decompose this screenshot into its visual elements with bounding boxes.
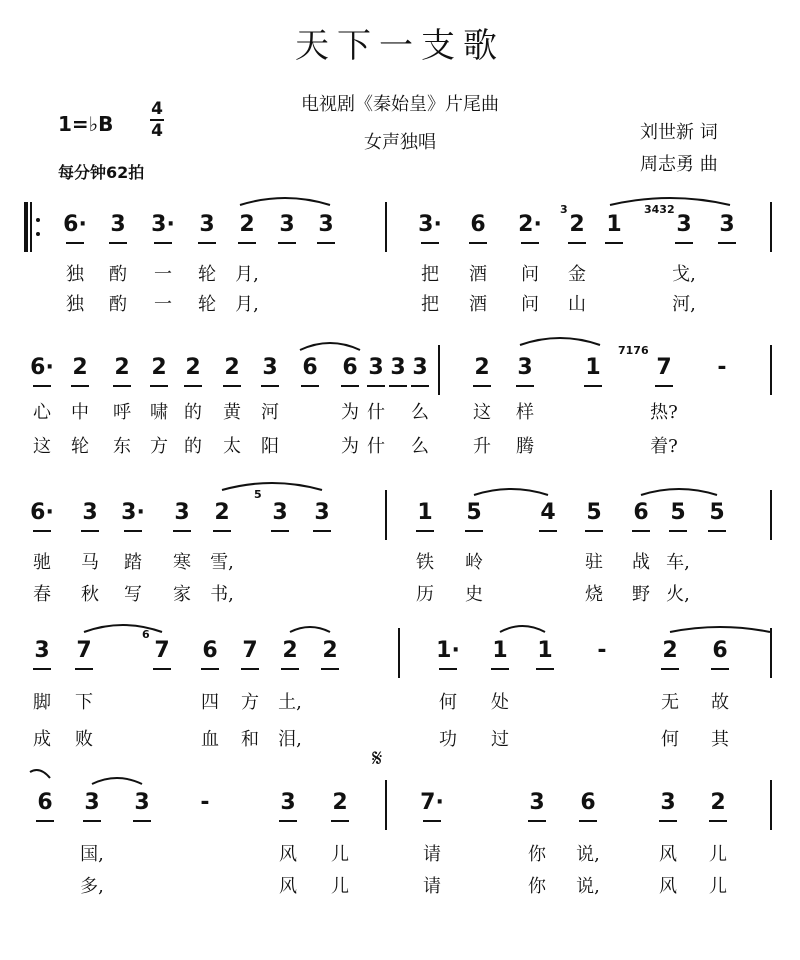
lyric-verse-1: 你 — [528, 844, 546, 865]
tempo-marking: 每分钟62拍 — [58, 163, 145, 182]
lyric-verse-1: 独 — [66, 264, 84, 285]
lyric-verse-2: 泪, — [278, 729, 302, 750]
lyric-verse-2: 轮 — [198, 294, 216, 315]
lyric-verse-2: 阳 — [261, 436, 279, 457]
lyric-verse-2: 秋 — [81, 584, 99, 605]
lyric-verse-1: 驰 — [33, 552, 51, 573]
lyric-verse-2: 请 — [423, 876, 441, 897]
jianpu-note: 1· — [436, 638, 460, 663]
lyric-verse-1: 儿 — [709, 844, 727, 865]
voice-type: 女声独唱 — [364, 132, 436, 153]
jianpu-note: 3 — [676, 212, 692, 237]
lyric-verse-2: 山 — [568, 294, 586, 315]
jianpu-note: 7 — [76, 638, 92, 663]
jianpu-note: 3 — [82, 500, 98, 525]
jianpu-note: 5 — [586, 500, 602, 525]
jianpu-note: 5 — [670, 500, 686, 525]
lyric-verse-1: 热? — [650, 402, 678, 423]
lyric-verse-2: 烧 — [585, 584, 603, 605]
lyric-verse-2: 火, — [666, 584, 690, 605]
jianpu-note: - — [597, 638, 607, 663]
grace-note: 3432 — [644, 203, 675, 216]
lyric-verse-2: 家 — [173, 584, 191, 605]
jianpu-note: 3· — [121, 500, 145, 525]
lyric-verse-2: 风 — [659, 876, 677, 897]
jianpu-note: 3 — [34, 638, 50, 663]
jianpu-note: 3· — [418, 212, 442, 237]
jianpu-note: 3 — [110, 212, 126, 237]
lyric-verse-2: 着? — [650, 436, 678, 457]
jianpu-note: 1 — [585, 355, 601, 380]
jianpu-note: 6 — [202, 638, 218, 663]
jianpu-note: 4 — [540, 500, 556, 525]
lyric-verse-1: 问 — [521, 264, 539, 285]
lyric-verse-1: 戈, — [672, 264, 696, 285]
jianpu-note: 3 — [279, 212, 295, 237]
lyric-verse-1: 轮 — [198, 264, 216, 285]
jianpu-note: 2 — [474, 355, 490, 380]
composer-credit: 周志勇 曲 — [640, 154, 718, 175]
lyric-verse-1: 什 — [367, 402, 385, 423]
jianpu-note: 6 — [342, 355, 358, 380]
jianpu-note: 6 — [633, 500, 649, 525]
lyric-verse-1: 马 — [81, 552, 99, 573]
slur — [520, 338, 600, 345]
jianpu-note: 2 — [239, 212, 255, 237]
slur — [30, 770, 50, 778]
slur — [474, 489, 548, 495]
slur — [222, 483, 322, 490]
lyric-verse-2: 春 — [33, 584, 51, 605]
lyric-verse-1: 么 — [411, 402, 429, 423]
jianpu-note: 2 — [72, 355, 88, 380]
jianpu-note: 7 — [154, 638, 170, 663]
lyric-verse-1: 风 — [659, 844, 677, 865]
lyric-verse-2: 风 — [279, 876, 297, 897]
lyric-verse-1: 河 — [261, 402, 279, 423]
jianpu-note: 6 — [37, 790, 53, 815]
segno-sign: 𝄋 — [372, 744, 383, 772]
lyric-verse-1: 铁 — [416, 552, 434, 573]
lyric-verse-1: 雪, — [210, 552, 234, 573]
lyric-verse-2: 和 — [241, 729, 259, 750]
lyric-verse-2: 酒 — [469, 294, 487, 315]
lyric-verse-2: 东 — [113, 436, 131, 457]
lyric-verse-1: 的 — [184, 402, 202, 423]
jianpu-note: 1 — [492, 638, 508, 663]
jianpu-note: 3 — [314, 500, 330, 525]
jianpu-note: 2 — [282, 638, 298, 663]
slur — [610, 198, 730, 205]
grace-note: 3 — [560, 203, 568, 216]
lyric-verse-2: 月, — [235, 294, 259, 315]
lyricist-credit: 刘世新 词 — [640, 122, 718, 143]
lyric-verse-1: 酌 — [109, 264, 127, 285]
lyric-verse-2: 儿 — [331, 876, 349, 897]
lyric-verse-2: 的 — [184, 436, 202, 457]
jianpu-note: 6· — [30, 355, 54, 380]
slur — [290, 627, 330, 632]
lyric-verse-2: 酌 — [109, 294, 127, 315]
song-subtitle: 电视剧《秦始皇》片尾曲 — [301, 94, 499, 115]
lyric-verse-1: 请 — [423, 844, 441, 865]
lyric-verse-2: 为 — [341, 436, 359, 457]
lyric-verse-2: 什 — [367, 436, 385, 457]
lyric-verse-1: 为 — [341, 402, 359, 423]
lyric-verse-1: 何 — [439, 692, 457, 713]
lyric-verse-1: 酒 — [469, 264, 487, 285]
lyric-verse-2: 一 — [154, 294, 172, 315]
lyric-verse-2: 独 — [66, 294, 84, 315]
jianpu-note: 5 — [709, 500, 725, 525]
jianpu-note: - — [200, 790, 210, 815]
lyric-verse-2: 成 — [33, 729, 51, 750]
jianpu-note: 2 — [662, 638, 678, 663]
lyric-verse-2: 说, — [576, 876, 600, 897]
lyric-verse-1: 四 — [201, 692, 219, 713]
lyric-verse-1: 寒 — [173, 552, 191, 573]
lyric-verse-1: 金 — [568, 264, 586, 285]
slur — [670, 627, 770, 632]
lyric-verse-1: 呼 — [113, 402, 131, 423]
lyric-verse-1: 中 — [71, 402, 89, 423]
lyric-verse-1: 风 — [279, 844, 297, 865]
lyric-verse-2: 多, — [80, 876, 104, 897]
lyric-verse-1: 战 — [632, 552, 650, 573]
grace-note: 7176 — [618, 344, 649, 357]
lyric-verse-2: 轮 — [71, 436, 89, 457]
jianpu-note: - — [717, 355, 727, 380]
lyric-verse-1: 说, — [576, 844, 600, 865]
lyric-verse-2: 升 — [473, 436, 491, 457]
lyric-verse-1: 国, — [80, 844, 104, 865]
jianpu-note: 3 — [368, 355, 384, 380]
key-signature: 1=♭B — [58, 112, 114, 136]
jianpu-note: 6 — [712, 638, 728, 663]
jianpu-note: 3 — [262, 355, 278, 380]
jianpu-note: 3 — [174, 500, 190, 525]
lyric-verse-1: 这 — [473, 402, 491, 423]
jianpu-note: 3 — [529, 790, 545, 815]
time-signature-bottom: 4 — [151, 121, 163, 141]
jianpu-note: 3 — [280, 790, 296, 815]
lyric-verse-1: 土, — [278, 692, 302, 713]
lyric-verse-2: 太 — [223, 436, 241, 457]
jianpu-note: 3 — [517, 355, 533, 380]
lyric-verse-2: 儿 — [709, 876, 727, 897]
lyric-verse-1: 儿 — [331, 844, 349, 865]
jianpu-note: 2 — [224, 355, 240, 380]
lyric-verse-1: 月, — [235, 264, 259, 285]
slur — [300, 343, 360, 350]
jianpu-note: 3 — [84, 790, 100, 815]
lyric-verse-2: 血 — [201, 729, 219, 750]
jianpu-note: 1 — [606, 212, 622, 237]
lyric-verse-2: 方 — [150, 436, 168, 457]
lyric-verse-2: 功 — [439, 729, 457, 750]
jianpu-note: 6 — [302, 355, 318, 380]
time-signature-top: 4 — [151, 99, 163, 119]
jianpu-note: 3 — [412, 355, 428, 380]
lyric-verse-1: 黄 — [223, 402, 241, 423]
grace-note: 5 — [254, 488, 262, 501]
jianpu-note: 6· — [63, 212, 87, 237]
lyric-verse-2: 其 — [711, 729, 729, 750]
jianpu-note: 3 — [199, 212, 215, 237]
lyric-verse-2: 你 — [528, 876, 546, 897]
jianpu-note: 2 — [332, 790, 348, 815]
jianpu-note: 6 — [580, 790, 596, 815]
slur — [641, 489, 717, 495]
jianpu-note: 6· — [30, 500, 54, 525]
lyric-verse-2: 河, — [672, 294, 696, 315]
lyric-verse-2: 书, — [210, 584, 234, 605]
lyric-verse-1: 啸 — [150, 402, 168, 423]
lyric-verse-1: 车, — [666, 552, 690, 573]
lyric-verse-1: 驻 — [585, 552, 603, 573]
jianpu-note: 2 — [569, 212, 585, 237]
lyric-verse-1: 下 — [75, 692, 93, 713]
song-title: 天下一支歌 — [295, 26, 505, 66]
jianpu-note: 2· — [518, 212, 542, 237]
lyric-verse-2: 何 — [661, 729, 679, 750]
lyric-verse-2: 腾 — [516, 436, 534, 457]
jianpu-note: 7· — [420, 790, 444, 815]
lyric-verse-2: 把 — [421, 294, 439, 315]
lyric-verse-2: 野 — [632, 584, 650, 605]
slur — [92, 778, 142, 784]
slur — [500, 626, 545, 632]
lyric-verse-1: 踏 — [124, 552, 142, 573]
jianpu-note: 1 — [537, 638, 553, 663]
lyric-verse-1: 故 — [711, 692, 729, 713]
jianpu-note: 6 — [470, 212, 486, 237]
jianpu-note: 5 — [466, 500, 482, 525]
lyric-verse-2: 过 — [491, 729, 509, 750]
lyric-verse-1: 脚 — [33, 692, 51, 713]
jianpu-note: 7 — [656, 355, 672, 380]
lyric-verse-2: 问 — [521, 294, 539, 315]
jianpu-note: 3 — [660, 790, 676, 815]
jianpu-note: 2 — [322, 638, 338, 663]
lyric-verse-1: 把 — [421, 264, 439, 285]
jianpu-note: 1 — [417, 500, 433, 525]
lyric-verse-1: 无 — [661, 692, 679, 713]
jianpu-note: 2 — [710, 790, 726, 815]
lyric-verse-2: 写 — [124, 584, 142, 605]
jianpu-note: 3· — [151, 212, 175, 237]
jianpu-note: 7 — [242, 638, 258, 663]
jianpu-note: 3 — [390, 355, 406, 380]
jianpu-note: 2 — [151, 355, 167, 380]
jianpu-note: 2 — [114, 355, 130, 380]
lyric-verse-2: 史 — [465, 584, 483, 605]
lyric-verse-1: 一 — [154, 264, 172, 285]
jianpu-note: 3 — [719, 212, 735, 237]
slur — [240, 198, 330, 205]
jianpu-note: 3 — [318, 212, 334, 237]
jianpu-note: 3 — [134, 790, 150, 815]
lyric-verse-1: 心 — [33, 402, 51, 423]
lyric-verse-2: 么 — [411, 436, 429, 457]
lyric-verse-1: 方 — [241, 692, 259, 713]
lyric-verse-1: 样 — [516, 402, 534, 423]
lyric-verse-2: 败 — [75, 729, 93, 750]
lyric-verse-2: 这 — [33, 436, 51, 457]
jianpu-note: 3 — [272, 500, 288, 525]
slur — [84, 625, 162, 632]
lyric-verse-1: 岭 — [465, 552, 483, 573]
jianpu-note: 2 — [214, 500, 230, 525]
grace-note: 6 — [142, 628, 150, 641]
lyric-verse-2: 历 — [416, 584, 434, 605]
jianpu-note: 2 — [185, 355, 201, 380]
lyric-verse-1: 处 — [491, 692, 509, 713]
